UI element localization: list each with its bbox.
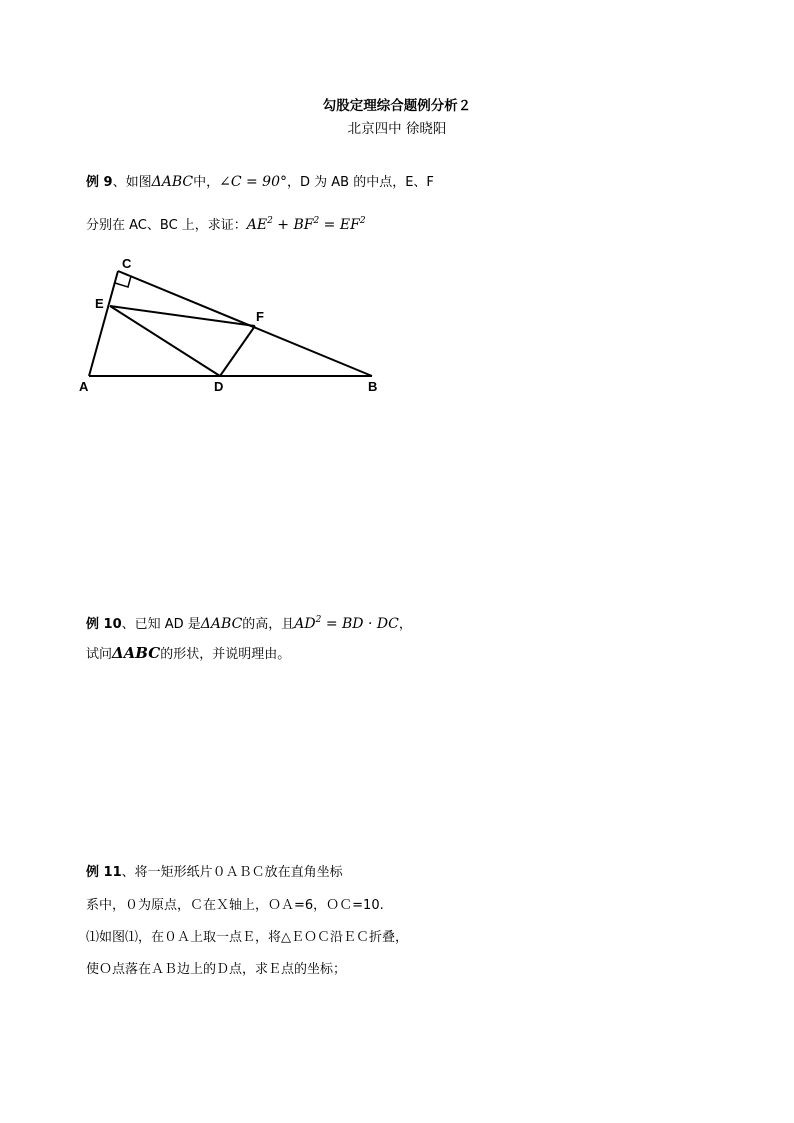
ex9-text-d: 分别在 AC、BC 上，求证： — [86, 218, 247, 233]
ex10-equation: $AD^2$ = BD · DC — [294, 615, 399, 632]
ex11-line2: 系中，０为原点，Ｃ在Ｘ轴上，ＯＡ=6，ＯＣ=10. — [86, 898, 384, 913]
ex9-text-c: ，D 为 AB 的中点，E、F — [286, 175, 434, 190]
vertex-label-e: E — [95, 296, 104, 311]
segment-cb — [118, 271, 372, 376]
segment-df — [220, 326, 255, 376]
ex10-line2: 试问ΔABC的形状，并说明理由。 — [86, 644, 291, 662]
page-title: 勾股定理综合题例分析２ — [322, 98, 472, 114]
ex9-angle: ∠C = 90° — [219, 174, 287, 190]
ex10-label: 例 10 — [86, 617, 122, 632]
ex11-line1: 例 11、将一矩形纸片０ＡＢＣ放在直角坐标 — [86, 865, 343, 880]
ex11-line3: ⑴如图⑴，在０Ａ上取一点Ｅ，将△ＥＯＣ沿ＥＣ折叠， — [86, 930, 408, 945]
vertex-label-a: A — [79, 379, 89, 394]
ex9-triangle: ΔABC — [151, 174, 194, 190]
ex9-text-a: 、如图 — [112, 175, 152, 190]
ex9-label: 例 9 — [86, 175, 113, 190]
page-subtitle: 北京四中 徐晓阳 — [347, 121, 447, 137]
segment-ed — [110, 306, 220, 376]
vertex-label-c: C — [122, 256, 132, 271]
vertex-label-b: B — [368, 379, 378, 394]
ex10-triangle: ΔABC — [200, 616, 243, 632]
vertex-label-f: F — [256, 309, 264, 324]
ex9-text-b: 中， — [193, 175, 220, 190]
segment-ac — [89, 271, 118, 376]
vertex-label-d: D — [214, 379, 224, 394]
ex10-line1: 例 10、已知 AD 是ΔABC的高，且$AD^2$ = BD · DC， — [86, 615, 412, 632]
segment-ef — [110, 306, 255, 326]
ex11-line4: 使Ｏ点落在ＡＢ边上的Ｄ点，求Ｅ点的坐标； — [86, 962, 347, 977]
ex9-equation: $AE^2 + BF^2 = EF^2$ — [246, 216, 366, 233]
right-angle-mark — [115, 276, 131, 287]
ex11-label: 例 11 — [86, 865, 122, 880]
ex10-triangle-2: ΔABC — [112, 644, 161, 662]
